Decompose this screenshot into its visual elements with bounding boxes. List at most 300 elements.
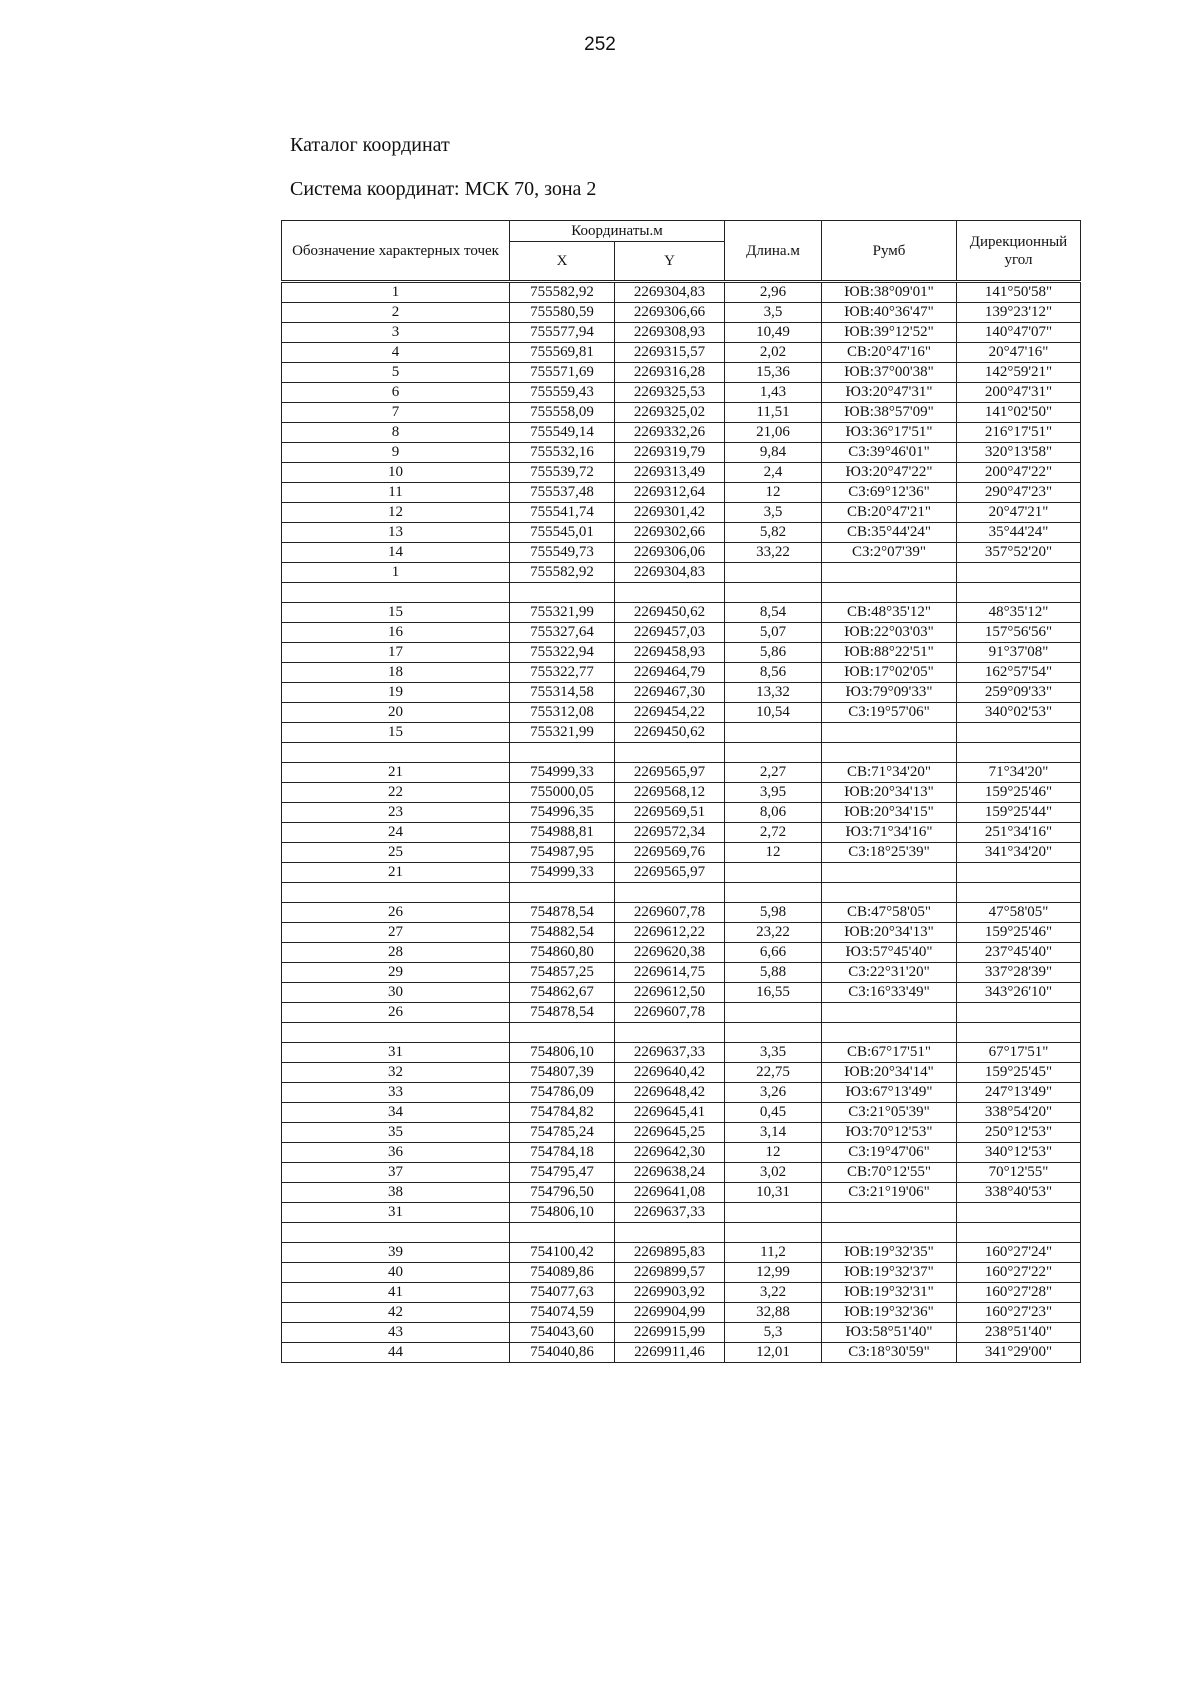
x-cell: 754987,95: [510, 843, 615, 863]
point-cell: 5: [282, 363, 510, 383]
rumb-cell: ЮВ:20°34'13": [822, 783, 957, 803]
length-cell: 11,51: [725, 403, 822, 423]
rumb-cell: [822, 583, 957, 603]
table-row: [282, 1183, 1081, 1203]
angle-cell: 162°57'54": [957, 663, 1081, 683]
length-cell: 8,06: [725, 803, 822, 823]
angle-cell: 200°47'31": [957, 383, 1081, 403]
rumb-cell: ЮЗ:58°51'40": [822, 1323, 957, 1343]
angle-cell: 340°02'53": [957, 703, 1081, 723]
rumb-cell: [822, 883, 957, 903]
y-cell: 2269899,57: [615, 1263, 725, 1283]
length-cell: 12: [725, 843, 822, 863]
table-row: [282, 903, 1081, 923]
coordinate-system: Система координат: МСК 70, зона 2: [290, 178, 597, 200]
x-cell: 754807,39: [510, 1063, 615, 1083]
point-cell: 33: [282, 1083, 510, 1103]
table-row: [282, 282, 1081, 303]
x-cell: 754882,54: [510, 923, 615, 943]
angle-cell: 142°59'21": [957, 363, 1081, 383]
length-cell: 3,95: [725, 783, 822, 803]
table-row: [282, 683, 1081, 703]
y-cell: 2269572,34: [615, 823, 725, 843]
length-cell: 5,82: [725, 523, 822, 543]
x-cell: 754784,18: [510, 1143, 615, 1163]
angle-cell: 290°47'23": [957, 483, 1081, 503]
length-cell: 12,01: [725, 1343, 822, 1363]
point-cell: 17: [282, 643, 510, 663]
point-cell: 15: [282, 603, 510, 623]
rumb-cell: ЮВ:88°22'51": [822, 643, 957, 663]
rumb-cell: ЮВ:20°34'15": [822, 803, 957, 823]
x-cell: 755321,99: [510, 723, 615, 743]
page-number: 252: [584, 34, 616, 55]
x-cell: 755571,69: [510, 363, 615, 383]
table-row: [282, 863, 1081, 883]
angle-cell: 48°35'12": [957, 603, 1081, 623]
length-cell: 2,27: [725, 763, 822, 783]
x-cell: 754878,54: [510, 1003, 615, 1023]
rumb-cell: СВ:20°47'16": [822, 343, 957, 363]
angle-cell: [957, 1203, 1081, 1223]
table-row: [282, 443, 1081, 463]
table-row: [282, 843, 1081, 863]
table-row: [282, 663, 1081, 683]
point-cell: 21: [282, 763, 510, 783]
rumb-cell: СВ:70°12'55": [822, 1163, 957, 1183]
table-row: [282, 923, 1081, 943]
header-coordinates: Координаты.м: [510, 221, 725, 242]
y-cell: 2269648,42: [615, 1083, 725, 1103]
rumb-cell: ЮВ:22°03'03": [822, 623, 957, 643]
x-cell: 754100,42: [510, 1243, 615, 1263]
angle-cell: 157°56'56": [957, 623, 1081, 643]
table-row: [282, 483, 1081, 503]
length-cell: 12,99: [725, 1263, 822, 1283]
point-cell: 16: [282, 623, 510, 643]
x-cell: 755582,92: [510, 563, 615, 583]
rumb-cell: ЮЗ:20°47'22": [822, 463, 957, 483]
angle-cell: [957, 583, 1081, 603]
table-row: [282, 723, 1081, 743]
point-cell: 29: [282, 963, 510, 983]
table-row: [282, 703, 1081, 723]
length-cell: 5,98: [725, 903, 822, 923]
angle-cell: 247°13'49": [957, 1083, 1081, 1103]
y-cell: 2269612,50: [615, 983, 725, 1003]
point-cell: 36: [282, 1143, 510, 1163]
y-cell: 2269454,22: [615, 703, 725, 723]
rumb-cell: СВ:71°34'20": [822, 763, 957, 783]
y-cell: 2269620,38: [615, 943, 725, 963]
point-cell: 6: [282, 383, 510, 403]
table-row: [282, 1283, 1081, 1303]
length-cell: [725, 883, 822, 903]
table-row: [282, 343, 1081, 363]
angle-cell: 47°58'05": [957, 903, 1081, 923]
table-row: [282, 423, 1081, 443]
length-cell: 10,49: [725, 323, 822, 343]
point-cell: 11: [282, 483, 510, 503]
length-cell: 16,55: [725, 983, 822, 1003]
length-cell: 13,32: [725, 683, 822, 703]
point-cell: 28: [282, 943, 510, 963]
length-cell: 3,02: [725, 1163, 822, 1183]
y-cell: 2269614,75: [615, 963, 725, 983]
table-row: [282, 543, 1081, 563]
length-cell: 2,4: [725, 463, 822, 483]
y-cell: 2269313,49: [615, 463, 725, 483]
x-cell: 754786,09: [510, 1083, 615, 1103]
point-cell: 18: [282, 663, 510, 683]
length-cell: 2,96: [725, 282, 822, 303]
y-cell: 2269450,62: [615, 603, 725, 623]
y-cell: 2269304,83: [615, 282, 725, 303]
table-row: [282, 983, 1081, 1003]
table-row: [282, 503, 1081, 523]
table-row: [282, 323, 1081, 343]
point-cell: 26: [282, 1003, 510, 1023]
table-row: [282, 763, 1081, 783]
length-cell: [725, 1003, 822, 1023]
x-cell: 755549,73: [510, 543, 615, 563]
rumb-cell: ЮВ:40°36'47": [822, 303, 957, 323]
angle-cell: [957, 563, 1081, 583]
rumb-cell: ЮВ:38°57'09": [822, 403, 957, 423]
header-length: Длина.м: [725, 221, 822, 282]
x-cell: [510, 883, 615, 903]
angle-cell: 343°26'10": [957, 983, 1081, 1003]
table-row: [282, 1023, 1081, 1043]
table-row: [282, 623, 1081, 643]
rumb-cell: СЗ:18°30'59": [822, 1343, 957, 1363]
table-row: [282, 943, 1081, 963]
y-cell: 2269645,25: [615, 1123, 725, 1143]
length-cell: [725, 723, 822, 743]
x-cell: 755322,94: [510, 643, 615, 663]
rumb-cell: СЗ:22°31'20": [822, 963, 957, 983]
table-body: [282, 282, 1081, 1363]
table-row: [282, 1083, 1081, 1103]
rumb-cell: СЗ:19°57'06": [822, 703, 957, 723]
angle-cell: 91°37'08": [957, 643, 1081, 663]
point-cell: 24: [282, 823, 510, 843]
table-row: [282, 1063, 1081, 1083]
x-cell: 755000,05: [510, 783, 615, 803]
point-cell: 27: [282, 923, 510, 943]
y-cell: 2269325,53: [615, 383, 725, 403]
point-cell: [282, 1023, 510, 1043]
rumb-cell: ЮВ:37°00'38": [822, 363, 957, 383]
rumb-cell: СЗ:2°07'39": [822, 543, 957, 563]
angle-cell: [957, 883, 1081, 903]
rumb-cell: ЮВ:19°32'36": [822, 1303, 957, 1323]
rumb-cell: ЮВ:19°32'35": [822, 1243, 957, 1263]
angle-cell: 140°47'07": [957, 323, 1081, 343]
x-cell: 754999,33: [510, 763, 615, 783]
angle-cell: 141°50'58": [957, 282, 1081, 303]
table-row: [282, 563, 1081, 583]
angle-cell: 159°25'45": [957, 1063, 1081, 1083]
y-cell: [615, 583, 725, 603]
table-row: [282, 823, 1081, 843]
angle-cell: 237°45'40": [957, 943, 1081, 963]
length-cell: 2,72: [725, 823, 822, 843]
point-cell: 43: [282, 1323, 510, 1343]
length-cell: 3,35: [725, 1043, 822, 1063]
point-cell: 40: [282, 1263, 510, 1283]
y-cell: 2269467,30: [615, 683, 725, 703]
angle-cell: 357°52'20": [957, 543, 1081, 563]
table-row: [282, 783, 1081, 803]
y-cell: [615, 743, 725, 763]
table-row: [282, 1163, 1081, 1183]
x-cell: 755559,43: [510, 383, 615, 403]
rumb-cell: СВ:20°47'21": [822, 503, 957, 523]
angle-cell: 139°23'12": [957, 303, 1081, 323]
length-cell: 2,02: [725, 343, 822, 363]
length-cell: 8,54: [725, 603, 822, 623]
x-cell: 755582,92: [510, 282, 615, 303]
x-cell: [510, 1223, 615, 1243]
table-row: [282, 1043, 1081, 1063]
y-cell: 2269306,66: [615, 303, 725, 323]
x-cell: 754878,54: [510, 903, 615, 923]
x-cell: 754785,24: [510, 1123, 615, 1143]
length-cell: [725, 563, 822, 583]
x-cell: 755577,94: [510, 323, 615, 343]
rumb-cell: СВ:48°35'12": [822, 603, 957, 623]
length-cell: 5,88: [725, 963, 822, 983]
point-cell: 10: [282, 463, 510, 483]
table-row: [282, 963, 1081, 983]
length-cell: 23,22: [725, 923, 822, 943]
x-cell: 755537,48: [510, 483, 615, 503]
angle-cell: 341°29'00": [957, 1343, 1081, 1363]
rumb-cell: ЮВ:19°32'31": [822, 1283, 957, 1303]
y-cell: 2269637,33: [615, 1203, 725, 1223]
length-cell: 33,22: [725, 543, 822, 563]
y-cell: 2269568,12: [615, 783, 725, 803]
rumb-cell: СВ:47°58'05": [822, 903, 957, 923]
y-cell: 2269332,26: [615, 423, 725, 443]
x-cell: 754862,67: [510, 983, 615, 1003]
table-row: [282, 1203, 1081, 1223]
document-title: Каталог координат: [290, 134, 450, 156]
point-cell: 39: [282, 1243, 510, 1263]
table-row: [282, 363, 1081, 383]
point-cell: [282, 743, 510, 763]
point-cell: 13: [282, 523, 510, 543]
y-cell: 2269640,42: [615, 1063, 725, 1083]
rumb-cell: ЮЗ:20°47'31": [822, 383, 957, 403]
rumb-cell: ЮВ:20°34'13": [822, 923, 957, 943]
rumb-cell: СЗ:18°25'39": [822, 843, 957, 863]
length-cell: 8,56: [725, 663, 822, 683]
length-cell: 5,3: [725, 1323, 822, 1343]
point-cell: 21: [282, 863, 510, 883]
table-row: [282, 1243, 1081, 1263]
angle-cell: 340°12'53": [957, 1143, 1081, 1163]
length-cell: 0,45: [725, 1103, 822, 1123]
rumb-cell: ЮЗ:36°17'51": [822, 423, 957, 443]
x-cell: 755539,72: [510, 463, 615, 483]
angle-cell: 20°47'16": [957, 343, 1081, 363]
angle-cell: [957, 1003, 1081, 1023]
y-cell: 2269903,92: [615, 1283, 725, 1303]
x-cell: 755312,08: [510, 703, 615, 723]
y-cell: 2269315,57: [615, 343, 725, 363]
angle-cell: 159°25'44": [957, 803, 1081, 823]
angle-cell: 200°47'22": [957, 463, 1081, 483]
angle-cell: 338°40'53": [957, 1183, 1081, 1203]
rumb-cell: [822, 563, 957, 583]
y-cell: 2269641,08: [615, 1183, 725, 1203]
length-cell: [725, 1223, 822, 1243]
y-cell: 2269306,06: [615, 543, 725, 563]
rumb-cell: ЮЗ:79°09'33": [822, 683, 957, 703]
point-cell: 7: [282, 403, 510, 423]
angle-cell: 341°34'20": [957, 843, 1081, 863]
angle-cell: 20°47'21": [957, 503, 1081, 523]
y-cell: 2269565,97: [615, 863, 725, 883]
x-cell: 754796,50: [510, 1183, 615, 1203]
header-rumb: Румб: [822, 221, 957, 282]
y-cell: [615, 883, 725, 903]
y-cell: 2269638,24: [615, 1163, 725, 1183]
table-row: [282, 1303, 1081, 1323]
point-cell: 41: [282, 1283, 510, 1303]
table-row: [282, 1003, 1081, 1023]
x-cell: 754784,82: [510, 1103, 615, 1123]
length-cell: 10,54: [725, 703, 822, 723]
y-cell: 2269569,51: [615, 803, 725, 823]
x-cell: 754043,60: [510, 1323, 615, 1343]
x-cell: [510, 1023, 615, 1043]
x-cell: 754089,86: [510, 1263, 615, 1283]
table-row: [282, 643, 1081, 663]
rumb-cell: СЗ:19°47'06": [822, 1143, 957, 1163]
y-cell: 2269464,79: [615, 663, 725, 683]
table-row: [282, 1263, 1081, 1283]
table-row: [282, 463, 1081, 483]
length-cell: 3,5: [725, 303, 822, 323]
rumb-cell: [822, 1023, 957, 1043]
y-cell: 2269607,78: [615, 1003, 725, 1023]
x-cell: 754806,10: [510, 1203, 615, 1223]
point-cell: 23: [282, 803, 510, 823]
x-cell: 755314,58: [510, 683, 615, 703]
length-cell: 15,36: [725, 363, 822, 383]
length-cell: [725, 743, 822, 763]
length-cell: [725, 1203, 822, 1223]
y-cell: 2269569,76: [615, 843, 725, 863]
length-cell: 5,86: [725, 643, 822, 663]
angle-cell: 251°34'16": [957, 823, 1081, 843]
rumb-cell: ЮВ:17°02'05": [822, 663, 957, 683]
angle-cell: 216°17'51": [957, 423, 1081, 443]
y-cell: 2269612,22: [615, 923, 725, 943]
angle-cell: [957, 743, 1081, 763]
y-cell: 2269457,03: [615, 623, 725, 643]
table-row: [282, 1323, 1081, 1343]
table-header: [282, 221, 1081, 282]
point-cell: 26: [282, 903, 510, 923]
point-cell: 32: [282, 1063, 510, 1083]
point-cell: 8: [282, 423, 510, 443]
angle-cell: [957, 1223, 1081, 1243]
x-cell: 754860,80: [510, 943, 615, 963]
length-cell: 21,06: [725, 423, 822, 443]
angle-cell: 71°34'20": [957, 763, 1081, 783]
length-cell: [725, 583, 822, 603]
length-cell: 1,43: [725, 383, 822, 403]
x-cell: 755558,09: [510, 403, 615, 423]
point-cell: 31: [282, 1203, 510, 1223]
angle-cell: 160°27'22": [957, 1263, 1081, 1283]
rumb-cell: ЮВ:38°09'01": [822, 282, 957, 303]
table-row: [282, 1103, 1081, 1123]
point-cell: 42: [282, 1303, 510, 1323]
y-cell: 2269637,33: [615, 1043, 725, 1063]
y-cell: 2269325,02: [615, 403, 725, 423]
x-cell: 755541,74: [510, 503, 615, 523]
y-cell: 2269301,42: [615, 503, 725, 523]
rumb-cell: ЮЗ:71°34'16": [822, 823, 957, 843]
length-cell: [725, 1023, 822, 1043]
y-cell: 2269915,99: [615, 1323, 725, 1343]
table-row: [282, 743, 1081, 763]
table-row: [282, 383, 1081, 403]
y-cell: [615, 1223, 725, 1243]
length-cell: 11,2: [725, 1243, 822, 1263]
point-cell: 35: [282, 1123, 510, 1143]
rumb-cell: [822, 863, 957, 883]
table-row: [282, 803, 1081, 823]
angle-cell: 250°12'53": [957, 1123, 1081, 1143]
table-row: [282, 403, 1081, 423]
x-cell: 755327,64: [510, 623, 615, 643]
table-row: [282, 1343, 1081, 1363]
length-cell: 3,5: [725, 503, 822, 523]
table-row: [282, 1143, 1081, 1163]
header-direction-angle: Дирекционный угол: [957, 221, 1081, 282]
x-cell: 754999,33: [510, 863, 615, 883]
length-cell: 12: [725, 483, 822, 503]
rumb-cell: СЗ:39°46'01": [822, 443, 957, 463]
rumb-cell: ЮЗ:57°45'40": [822, 943, 957, 963]
point-cell: 3: [282, 323, 510, 343]
angle-cell: 141°02'50": [957, 403, 1081, 423]
point-cell: 20: [282, 703, 510, 723]
x-cell: 754988,81: [510, 823, 615, 843]
angle-cell: [957, 1023, 1081, 1043]
length-cell: 3,14: [725, 1123, 822, 1143]
y-cell: 2269319,79: [615, 443, 725, 463]
rumb-cell: ЮЗ:70°12'53": [822, 1123, 957, 1143]
length-cell: 5,07: [725, 623, 822, 643]
table-row: [282, 583, 1081, 603]
x-cell: [510, 583, 615, 603]
y-cell: 2269895,83: [615, 1243, 725, 1263]
x-cell: 755569,81: [510, 343, 615, 363]
x-cell: 755321,99: [510, 603, 615, 623]
length-cell: [725, 863, 822, 883]
point-cell: 4: [282, 343, 510, 363]
rumb-cell: [822, 1203, 957, 1223]
point-cell: 14: [282, 543, 510, 563]
x-cell: 754806,10: [510, 1043, 615, 1063]
